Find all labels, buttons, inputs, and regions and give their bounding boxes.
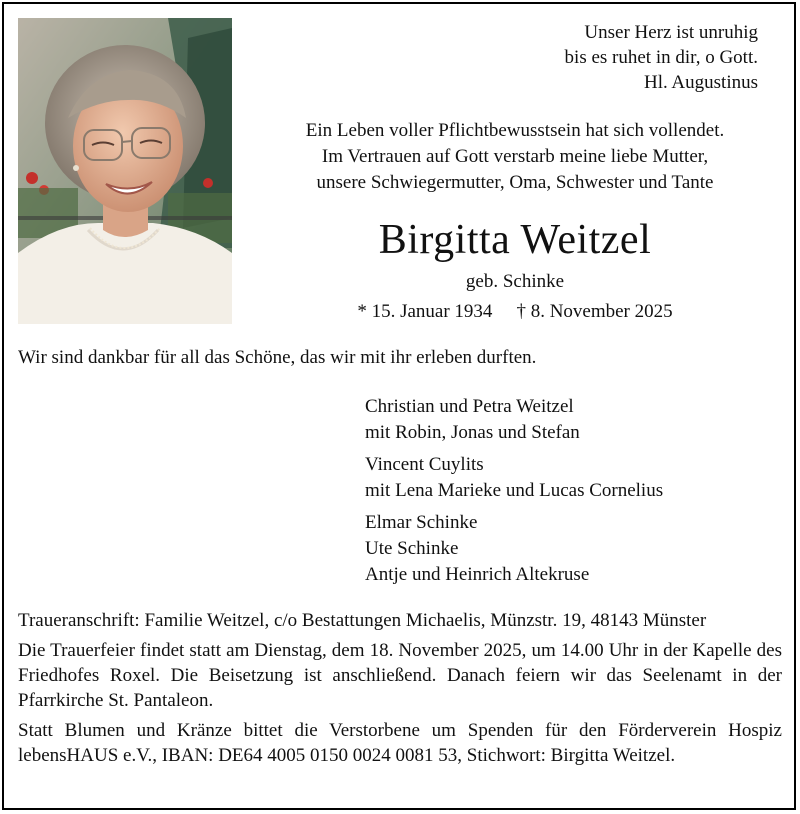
mourner-line: Ute Schinke [365,538,459,559]
donation-request: Statt Blumen und Kränze bittet die Verstorbene um Spenden für den Förderverein Hospiz lebensHAUS e.V., IBAN: DE64 4005 0150 0024 0081 53, Stichwort: Birgitta Weitzel. [18,720,782,766]
intro-text [250,118,780,196]
birth-name: geb. Schinke [465,271,565,292]
mourner-group [365,394,663,446]
deceased-name: Birgitta Weitzel [378,217,652,263]
mourner-line: Elmar Schinke [365,512,478,533]
portrait-photo [18,18,232,324]
birth-date: * 15. Januar 1934 [357,301,493,322]
service-details: Die Trauerfeier findet statt am Dienstag, dem 18. November 2025, um 14.00 Uhr in der Kapelle des Friedhofes Roxel. Die Beisetzung ist anschließend. Danach feiern wir das Seelenamt in der Pfarrkirche St. Pantaleon. [18,640,782,711]
mourners-list [365,394,663,594]
thanks-line: Wir sind dankbar für all das Schöne, das wir mit ihr erleben durften. [18,347,537,368]
epigraph-author: Hl. Augustinus [643,72,758,93]
mourner-group [365,510,663,588]
mourner-line: mit Lena Marieke und Lucas Cornelius [365,480,664,501]
intro-line: Ein Leben voller Pflichtbewusstsein hat sich vollendet. [305,120,725,141]
intro-line: unsere Schwiegermutter, Oma, Schwester und Tante [316,172,714,193]
life-dates [250,299,780,325]
mourning-address: Traueranschrift: Familie Weitzel, c/o Bestattungen Michaelis, Münzstr. 19, 48143 Münster [18,610,707,631]
mourner-group [365,452,663,504]
footer-info [18,608,782,773]
epigraph-line: Unser Herz ist unruhig [584,22,758,43]
mourner-line: Christian und Petra Weitzel [365,396,574,417]
mourner-line: Vincent Cuylits [365,454,484,475]
intro-line: Im Vertrauen auf Gott verstarb meine liebe Mutter, [321,146,709,167]
mourner-line: mit Robin, Jonas und Stefan [365,422,580,443]
mourner-line: Antje und Heinrich Altekruse [365,564,590,585]
epigraph-line: bis es ruhet in dir, o Gott. [564,47,758,68]
epigraph [565,20,758,95]
death-date: † 8. November 2025 [516,301,673,322]
